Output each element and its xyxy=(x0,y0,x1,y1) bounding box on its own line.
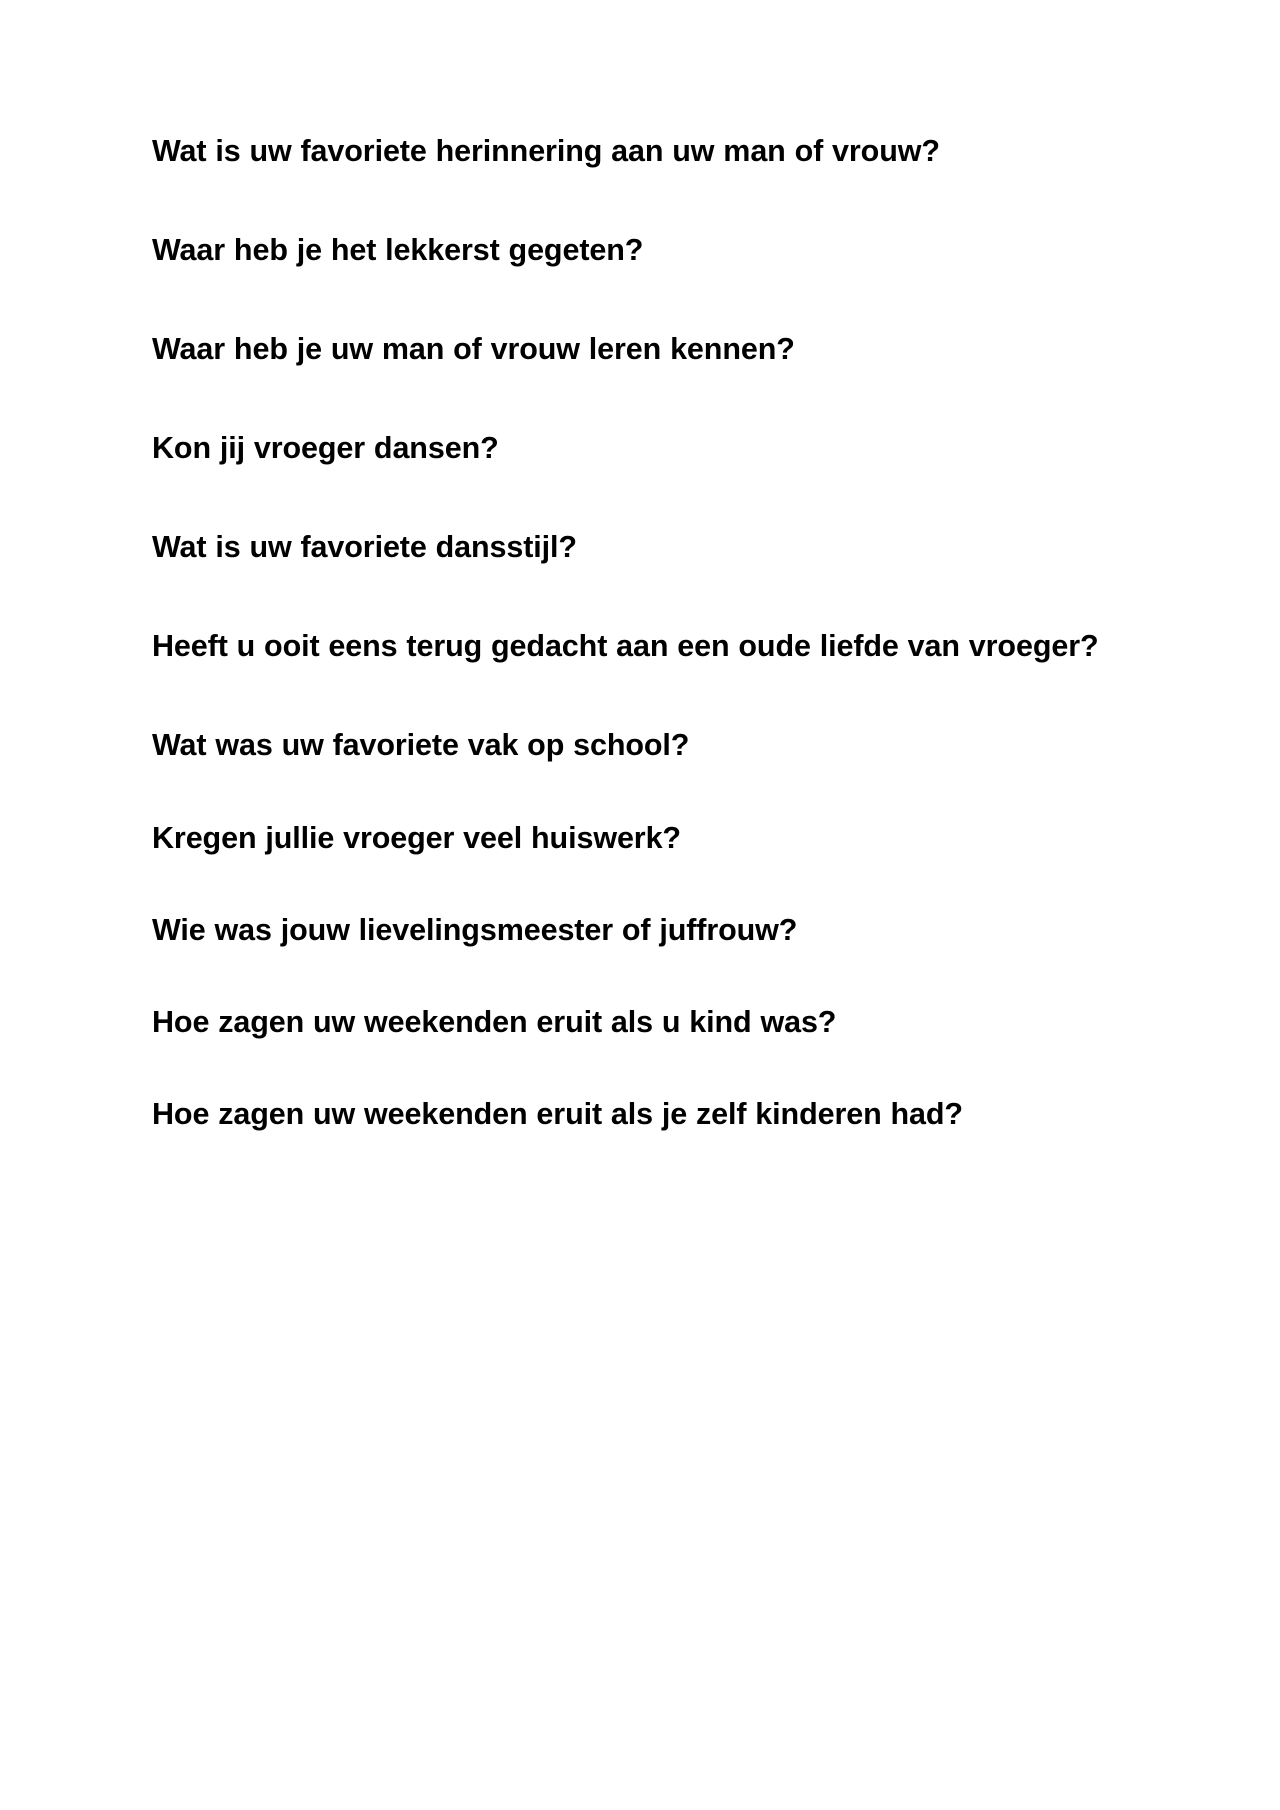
question-item: Wat was uw favoriete vak op school? xyxy=(152,728,690,763)
question-item: Waar heb je het lekkerst gegeten? xyxy=(152,233,644,268)
question-item: Heeft u ooit eens terug gedacht aan een oude liefde van vroeger? xyxy=(152,629,1099,664)
question-item: Hoe zagen uw weekenden eruit als je zelf kinderen had? xyxy=(152,1096,963,1131)
question-item: Wie was jouw lievelingsmeester of juffrouw? xyxy=(152,912,798,947)
question-list xyxy=(152,130,1128,1135)
question-item: Hoe zagen uw weekenden eruit als u kind was? xyxy=(152,1004,837,1039)
question-item: Kon jij vroeger dansen? xyxy=(152,431,499,466)
question-item: Waar heb je uw man of vrouw leren kennen? xyxy=(152,332,795,367)
question-item: Wat is uw favoriete herinnering aan uw man of vrouw? xyxy=(152,134,940,168)
question-item: Wat is uw favoriete dansstijl? xyxy=(152,530,577,565)
question-item: Kregen jullie vroeger veel huiswerk? xyxy=(152,820,681,855)
